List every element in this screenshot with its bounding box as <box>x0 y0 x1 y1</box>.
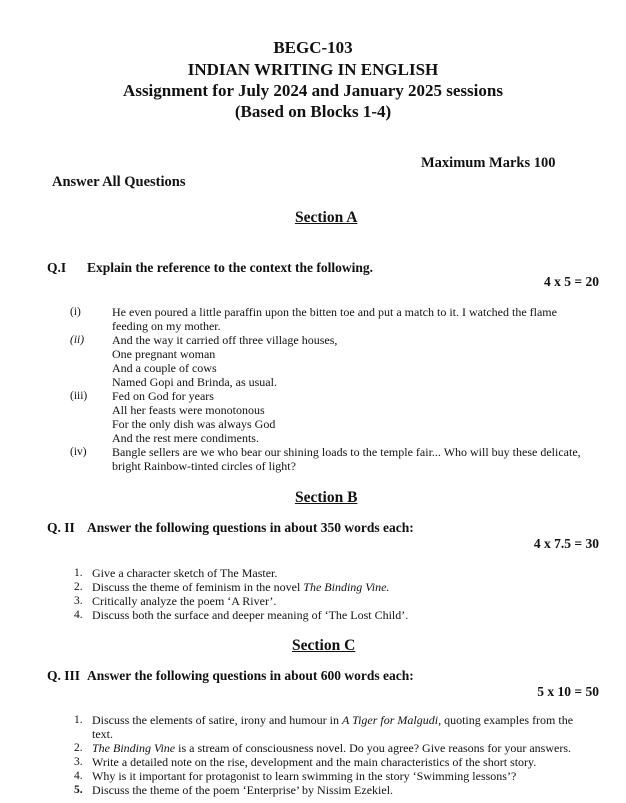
extract-line: Named Gopi and Brinda, as usual. <box>112 375 277 389</box>
answer-all-instruction: Answer All Questions <box>52 174 186 190</box>
question-text: Discuss the theme of the poem ‘Enterprise’ by Nissim Ezekiel. <box>92 783 394 797</box>
item-number: 4. <box>74 609 83 621</box>
extract-line: Bangle sellers are we who bear our shining loads to the temple fair... Who will buy these delicate, <box>112 445 581 459</box>
item-number: 3. <box>74 756 83 768</box>
item-number: 2. <box>74 742 83 754</box>
question-text: Give a character sketch of The Master. <box>92 566 278 580</box>
course-code: BEGC-103 <box>273 38 353 57</box>
section-a-marks: 4 x 5 = 20 <box>544 274 599 289</box>
question-text-continued: text. <box>92 727 113 741</box>
question-text: Discuss the theme of feminism in the novel The Binding Vine. <box>92 580 390 594</box>
item-number: 1. <box>74 714 83 726</box>
extract-line: All her feasts were monotonous <box>112 403 265 417</box>
assignment-title: Assignment for July 2024 and January 2025 sessions <box>123 81 503 100</box>
item-number: 5. <box>74 784 83 796</box>
extract-line: For the only dish was always God <box>112 417 276 431</box>
extract-line: And a couple of cows <box>112 361 217 375</box>
question-3-label: Q. III <box>47 668 81 683</box>
section-c-marks: 5 x 10 = 50 <box>537 684 599 699</box>
item-number: (iii) <box>70 390 88 402</box>
blocks-note: (Based on Blocks 1-4) <box>234 102 392 121</box>
item-number: 3. <box>74 595 83 607</box>
section-b-title: Section B <box>295 489 358 506</box>
question-1-text: Explain the reference to the context the following. <box>87 260 373 275</box>
section-c-title: Section C <box>292 637 356 654</box>
novel-title: A Tiger for Malgudi, <box>341 713 442 727</box>
question-text: Write a detailed note on the rise, development and the main characteristics of the short story. <box>92 755 537 769</box>
question-2-text: Answer the following questions in about 350 words each: <box>87 520 414 535</box>
question-text: Discuss both the surface and deeper meaning of ‘The Lost Child’. <box>92 608 409 622</box>
question-2-label: Q. II <box>47 520 75 535</box>
novel-title: The Binding Vine. <box>303 580 390 594</box>
maximum-marks: Maximum Marks 100 <box>421 155 556 171</box>
item-number: (iv) <box>70 446 87 458</box>
item-number: 1. <box>74 567 83 579</box>
item-number: 2. <box>74 581 83 593</box>
item-number: (i) <box>70 306 81 318</box>
question-text: Critically analyze the poem ‘A River’. <box>92 594 277 608</box>
question-text: Why is it important for protagonist to learn swimming in the story ‘Swimming lessons’? <box>92 769 517 783</box>
question-text: The Binding Vine is a stream of consciousness novel. Do you agree? Give reasons for your answers. <box>92 741 571 755</box>
extract-line: He even poured a little paraffin upon the bitten toe and put a match to it. I watched the flame <box>112 305 557 319</box>
item-number: 4. <box>74 770 83 782</box>
extract-line: And the way it carried off three village houses, <box>112 333 338 347</box>
extract-line: bright Rainbow-tinted circles of light? <box>112 459 296 473</box>
novel-title: The Binding Vine <box>92 741 176 755</box>
question-text: Discuss the elements of satire, irony and humour in A Tiger for Malgudi, quoting examples from the <box>92 713 574 727</box>
item-number: (ii) <box>70 334 85 346</box>
extract-line: And the rest mere condiments. <box>112 431 259 445</box>
question-3-text: Answer the following questions in about 600 words each: <box>87 668 414 683</box>
extract-line: Fed on God for years <box>112 389 214 403</box>
course-title: INDIAN WRITING IN ENGLISH <box>187 60 439 79</box>
section-b-marks: 4 x 7.5 = 30 <box>533 536 599 551</box>
section-a-title: Section A <box>295 209 358 226</box>
extract-line: feeding on my mother. <box>112 319 221 333</box>
extract-line: One pregnant woman <box>112 347 216 361</box>
question-1-label: Q.I <box>47 260 67 275</box>
